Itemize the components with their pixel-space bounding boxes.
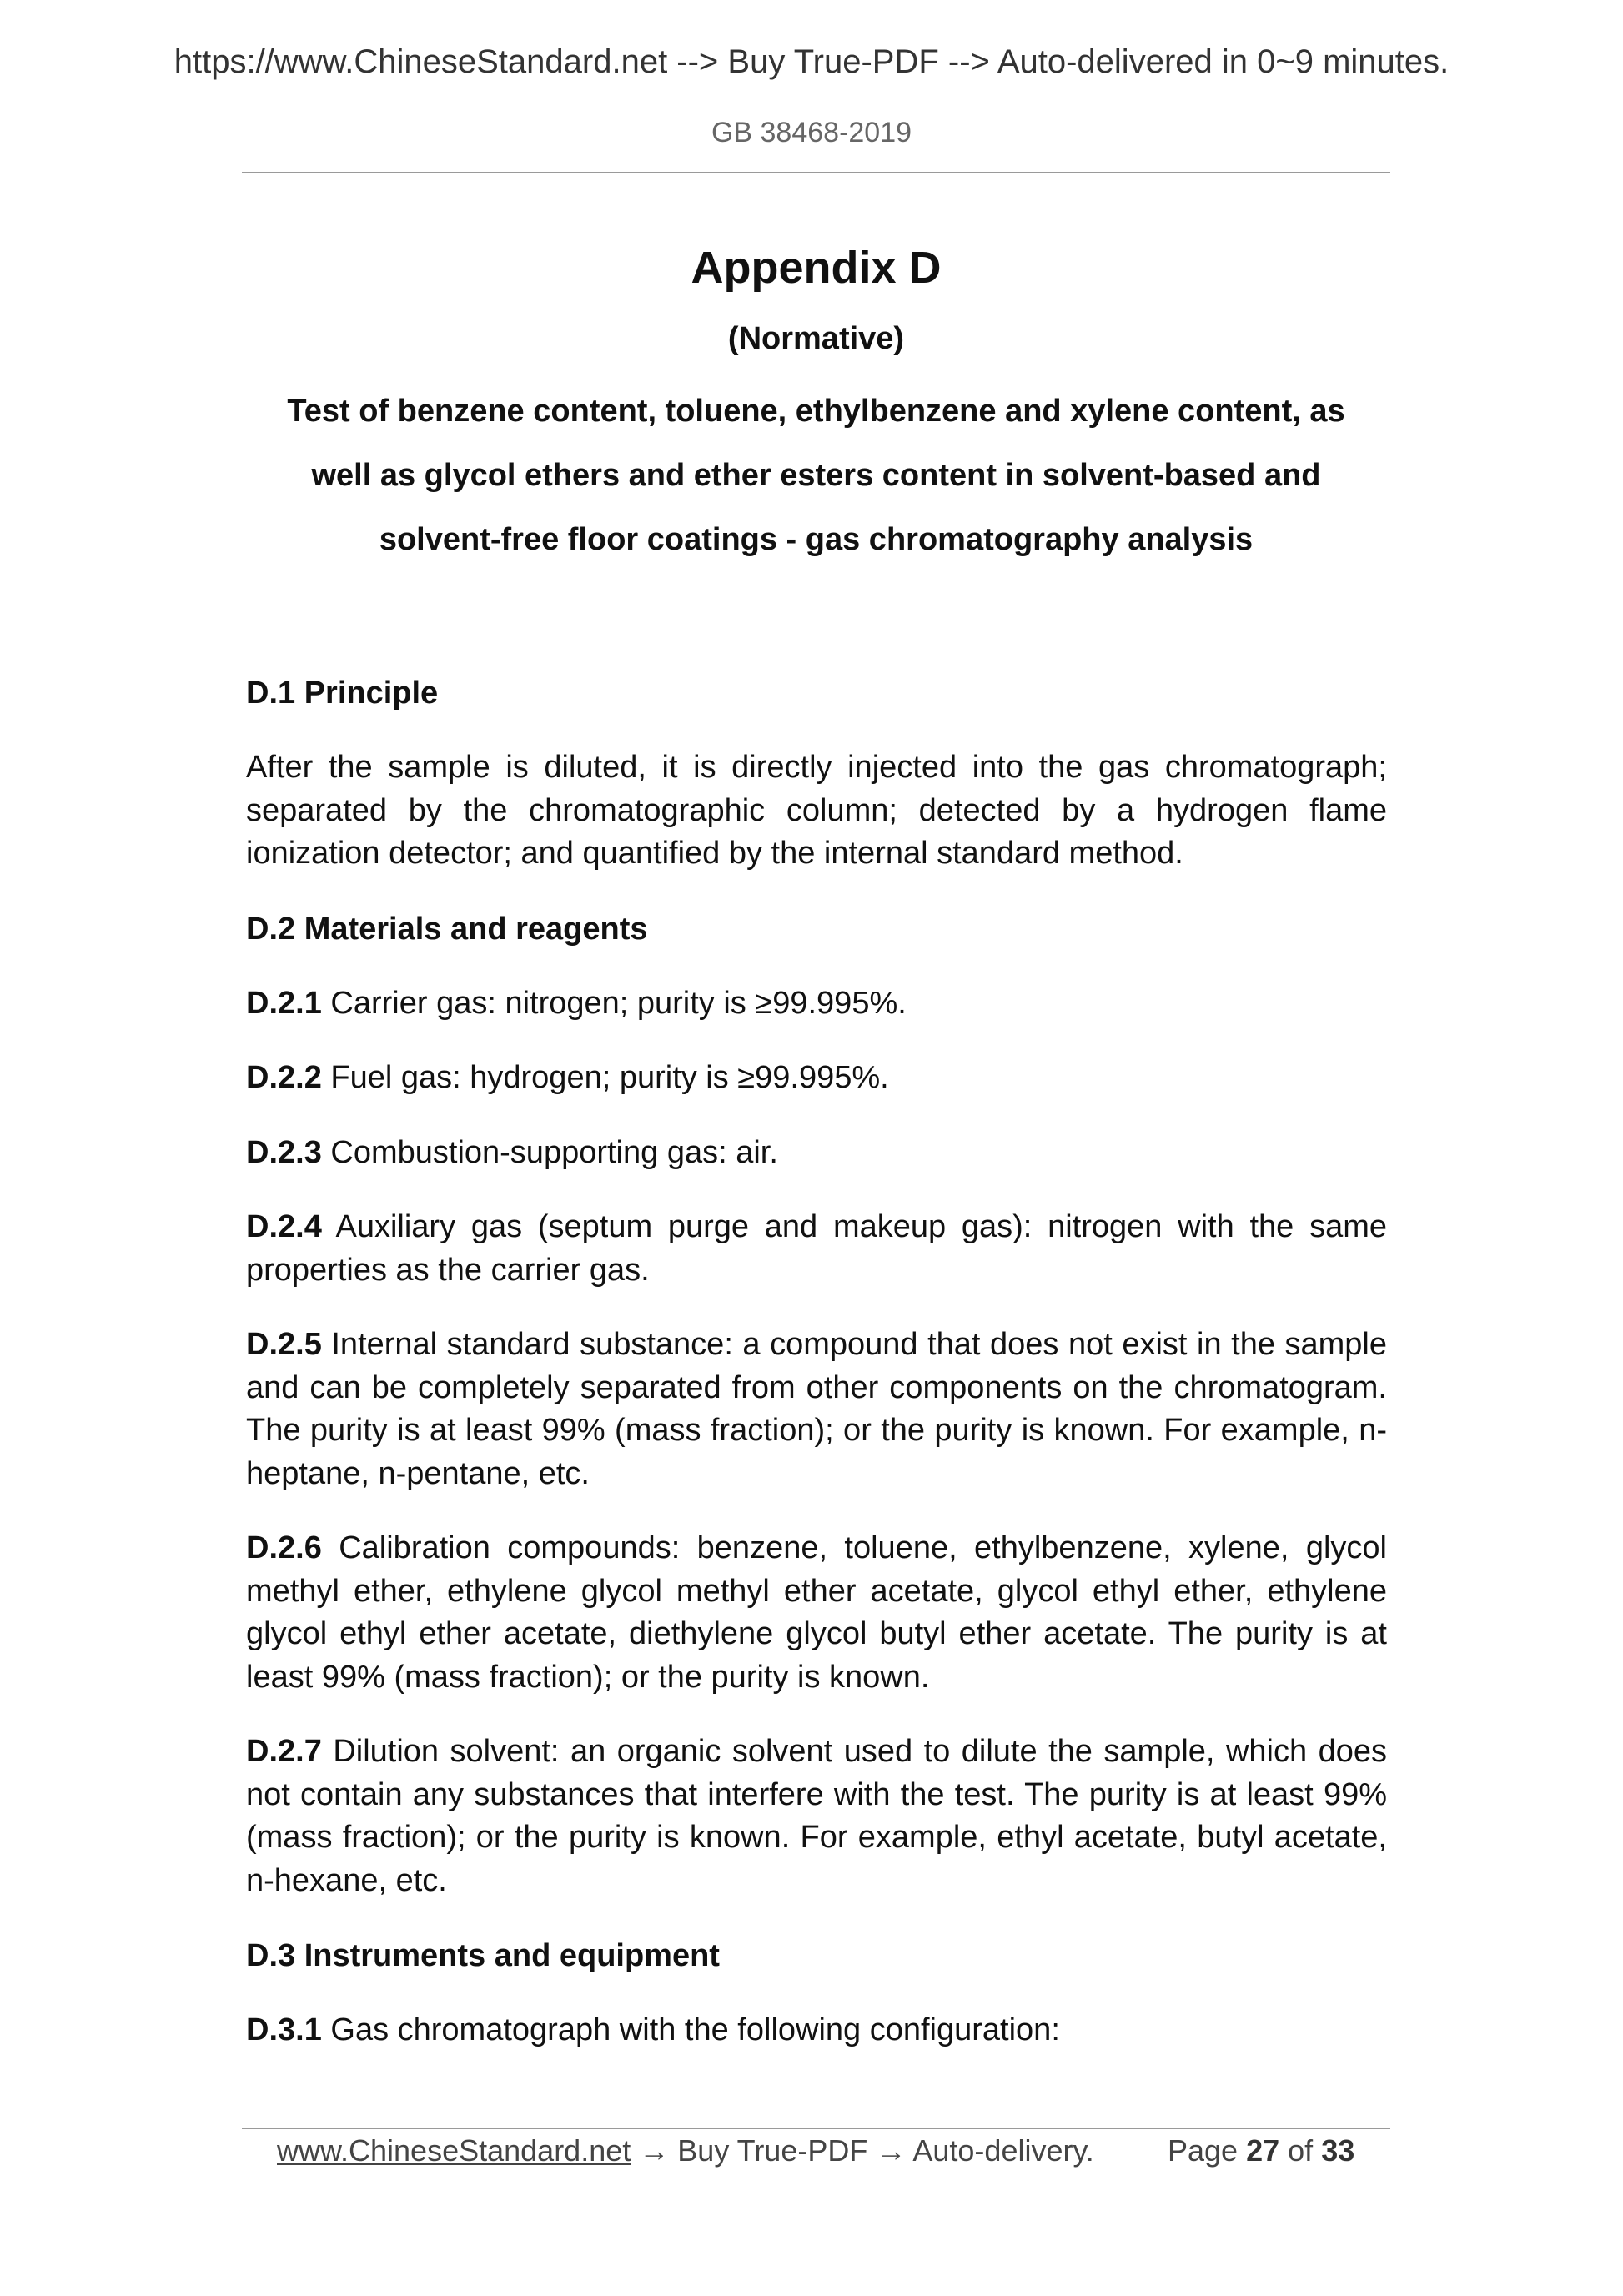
clause-number: D.2.3 — [246, 1134, 322, 1170]
clause-text: Fuel gas: hydrogen; purity is ≥99.995%. — [330, 1060, 889, 1095]
appendix-type: (Normative) — [727, 321, 905, 356]
footer-promo — [277, 2133, 1094, 2168]
clause-text: Internal standard substance: a compound that does not exist in the sample and can be completely separated from other components on the chromatogram. The purity is at least 99% (mass fraction); or the purity is known. For example, n-heptane, n-pentane, etc. — [246, 1327, 1387, 1491]
clause-d-3-1 — [246, 2009, 1387, 2052]
footer-website-link[interactable]: www.ChineseStandard.net — [277, 2133, 631, 2168]
section-heading-d1: D.1 Principle — [246, 676, 439, 711]
top-banner: https://www.ChineseStandard.net --> Buy True-PDF --> Auto-delivered in 0~9 minutes. — [173, 43, 1450, 80]
clause-text: Calibration compounds: benzene, toluene, ethylbenzene, xylene, glycol methyl ether, ethylene glycol methyl ether acetate, glycol ethyl ether, ethylene glycol ethyl ether acetate, diethylene glycol butyl ether acetate. The purity is at least 99% (mass fraction); or the purity is known. — [246, 1530, 1387, 1695]
appendix-subtitle-line: Test of benzene content, toluene, ethylbenzene and xylene content, as — [287, 394, 1345, 429]
clause-number: D.2.1 — [246, 985, 322, 1021]
clause-d-2-2 — [246, 1057, 1387, 1100]
clause-d-2-5 — [246, 1324, 1387, 1495]
document-code: GB 38468-2019 — [711, 117, 912, 148]
page-number: 27 — [1246, 2133, 1280, 2168]
clause-text: Gas chromatograph with the following configuration: — [330, 2012, 1060, 2047]
appendix-title: Appendix D — [691, 243, 942, 293]
total-pages: 33 — [1321, 2133, 1355, 2168]
clause-text: Combustion-supporting gas: air. — [330, 1134, 778, 1170]
page-indicator — [1168, 2133, 1354, 2168]
of-label: of — [1288, 2133, 1314, 2168]
appendix-subtitle-line: well as glycol ethers and ether esters content in solvent-based and — [311, 458, 1321, 493]
footer-divider — [242, 2128, 1390, 2129]
clause-number: D.2.4 — [246, 1209, 322, 1244]
footer-delivery-text: Auto-delivery. — [912, 2133, 1094, 2168]
clause-text: Dilution solvent: an organic solvent used to dilute the sample, which does not contain any substances that interfere with the test. The purity is at least 99% (mass fraction); or the purity is known. For example, ethyl acetate, butyl acetate, n-hexane, etc. — [246, 1734, 1387, 1898]
header-divider — [242, 172, 1390, 173]
appendix-subtitle — [242, 379, 1390, 572]
page-footer — [0, 2133, 1623, 2183]
clause-number: D.3.1 — [246, 2012, 322, 2047]
principle-paragraph: After the sample is diluted, it is directly injected into the gas chromatograph; separated by the chromatographic column; detected by a hydrogen flame ionization detector; and quantified by the internal standard method. — [246, 750, 1387, 871]
footer-buy-text: Buy True-PDF — [677, 2133, 868, 2168]
section-heading-d3: D.3 Instruments and equipment — [246, 1938, 720, 1973]
clause-d-2-3 — [246, 1132, 1387, 1175]
arrow-right-icon: → — [876, 2133, 907, 2168]
document-body — [246, 671, 1387, 2052]
clause-number: D.2.6 — [246, 1530, 322, 1565]
page-label: Page — [1168, 2133, 1239, 2168]
arrow-right-icon: → — [639, 2133, 670, 2168]
appendix-subtitle-line: solvent-free floor coatings - gas chromatography analysis — [379, 522, 1254, 557]
clause-text: Carrier gas: nitrogen; purity is ≥99.995%. — [330, 985, 907, 1021]
clause-text: Auxiliary gas (septum purge and makeup gas): nitrogen with the same properties as the carrier gas. — [246, 1209, 1387, 1288]
clause-d-2-1 — [246, 982, 1387, 1026]
section-heading-d2: D.2 Materials and reagents — [246, 911, 648, 947]
clause-number: D.2.5 — [246, 1327, 322, 1362]
clause-d-2-4 — [246, 1206, 1387, 1292]
clause-d-2-6 — [246, 1527, 1387, 1699]
clause-number: D.2.7 — [246, 1734, 322, 1769]
clause-number: D.2.2 — [246, 1060, 322, 1095]
clause-d-2-7 — [246, 1731, 1387, 1902]
